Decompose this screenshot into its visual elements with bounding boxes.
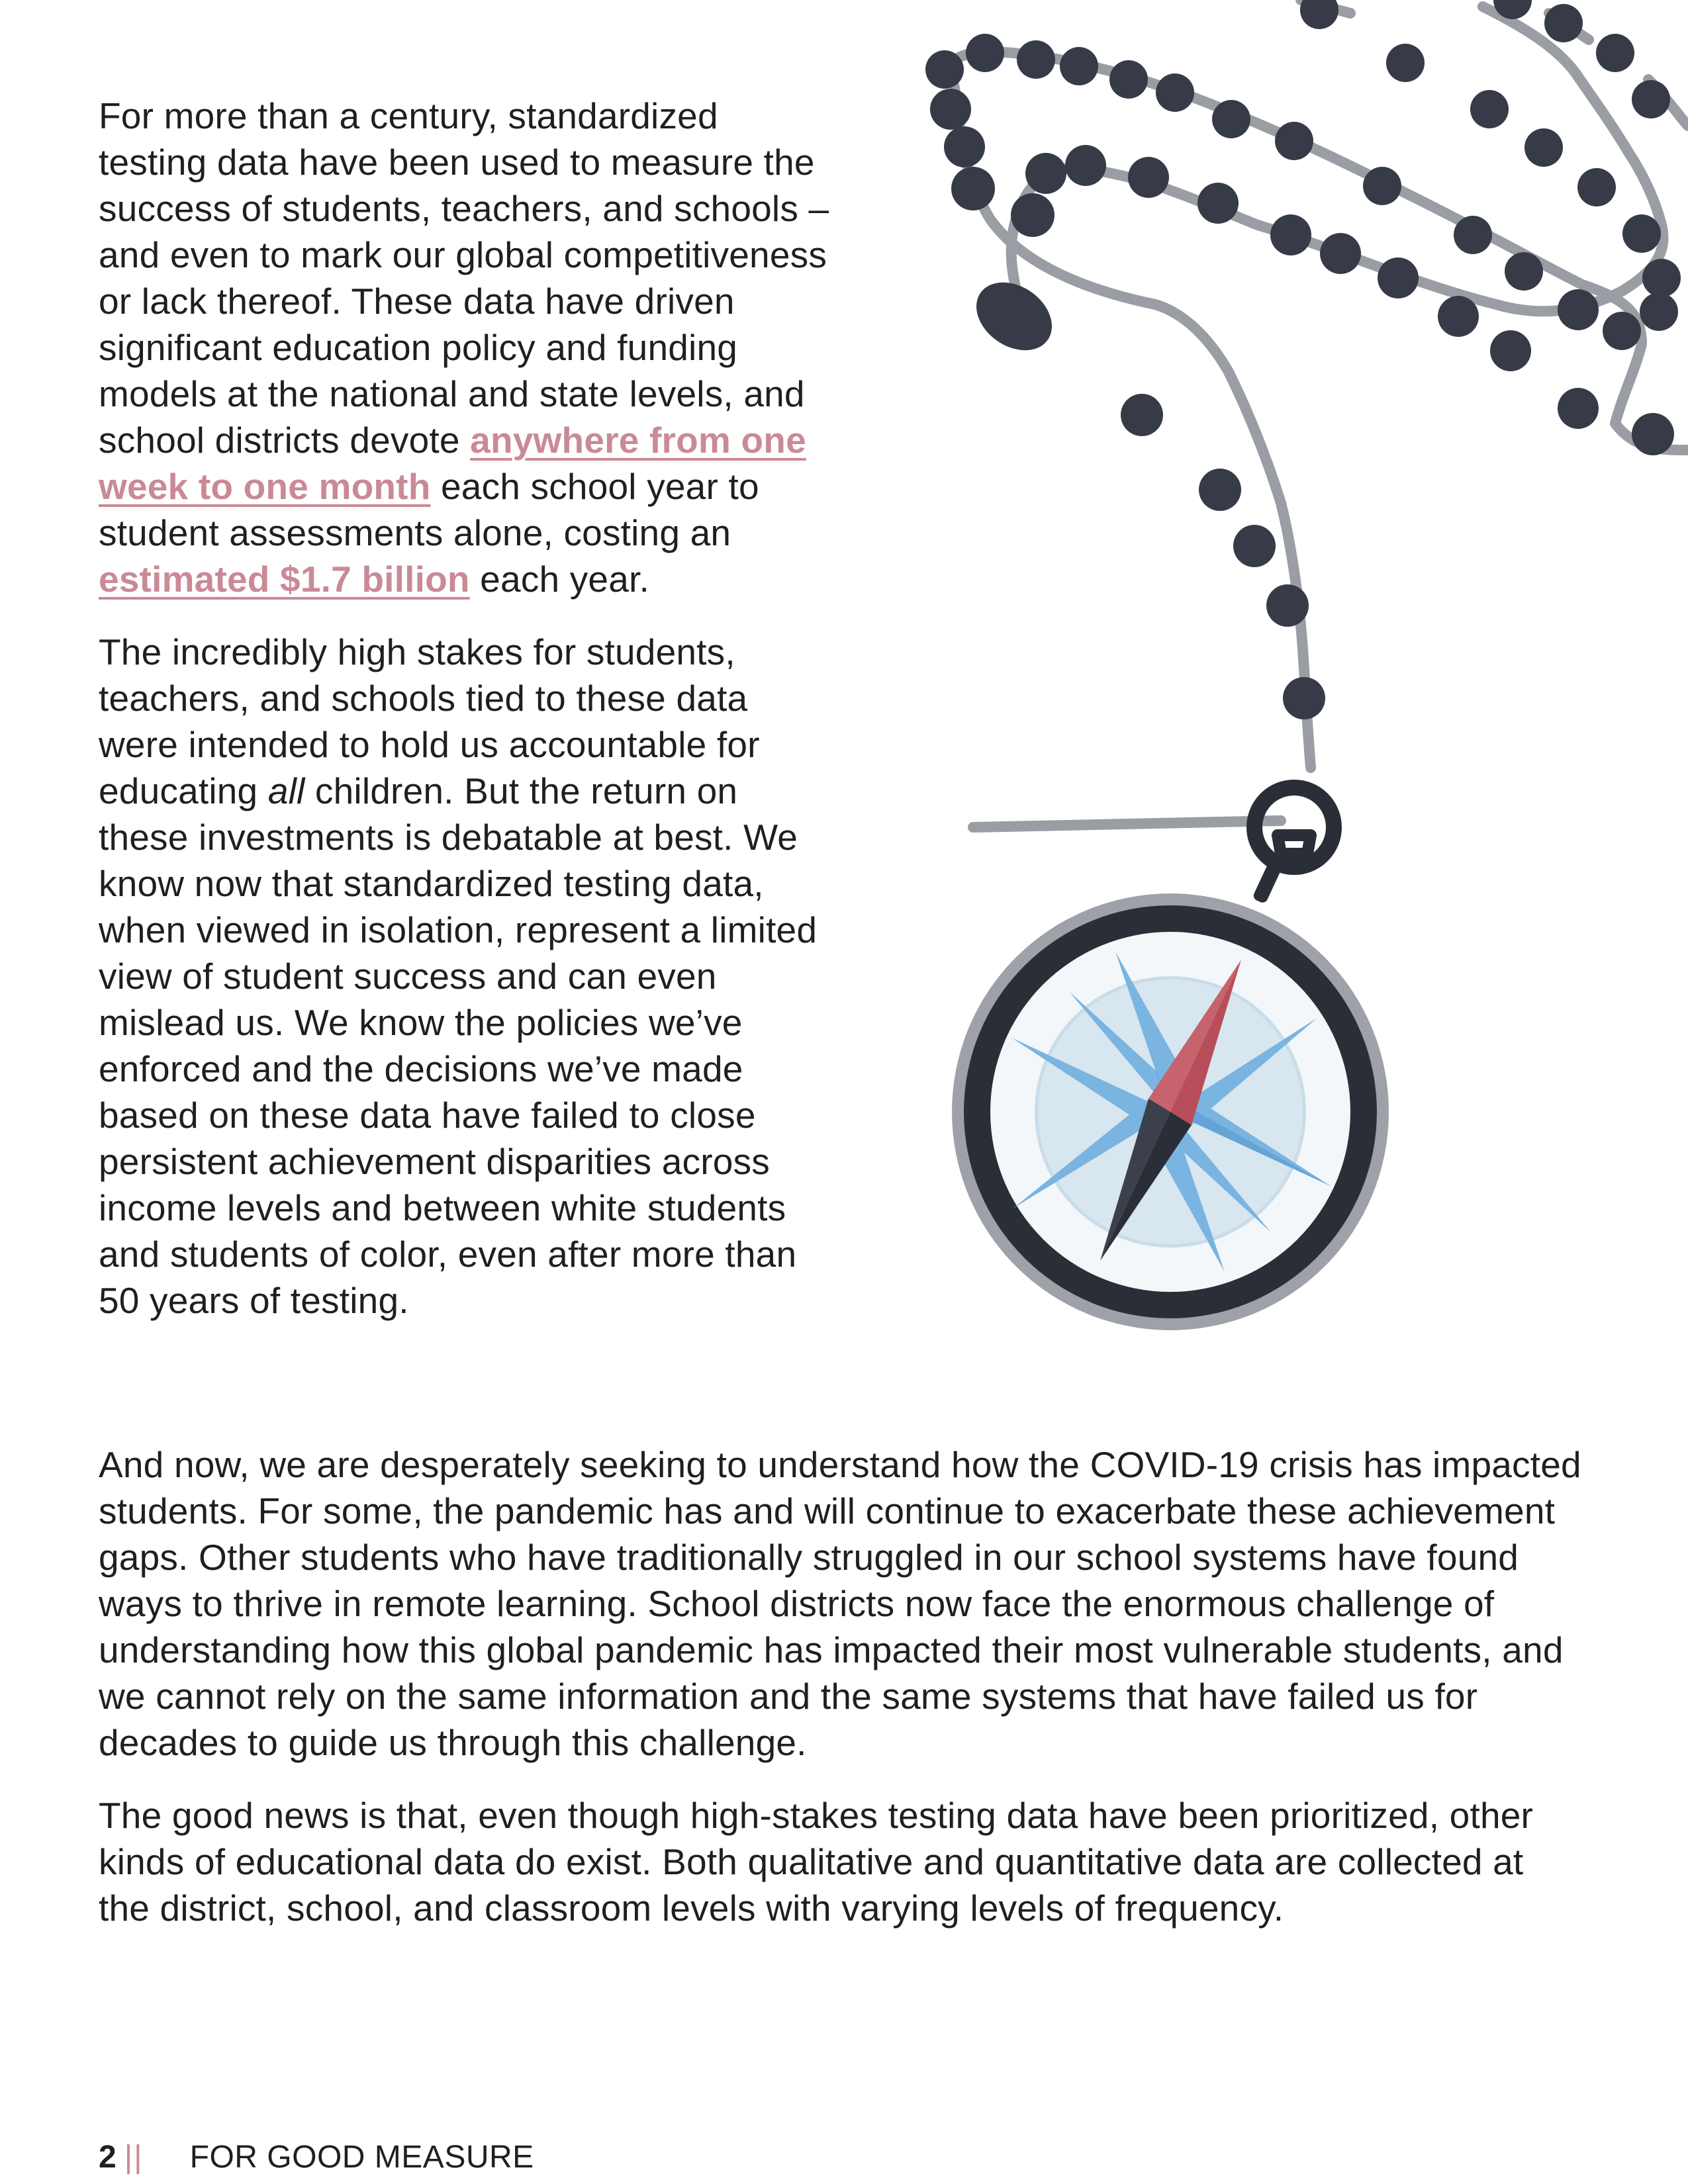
paragraph-stakes (99, 629, 833, 1324)
page-footer (99, 2139, 534, 2175)
publication-title: FOR GOOD MEASURE (189, 2140, 534, 2175)
link-assessment-time[interactable]: anywhere from one week to one month (99, 420, 806, 507)
paragraph-good-news: The good news is that, even though high-stakes testing data have been prioritized, other kinds of educational data do exist. Both qualitative and quantitative data are collected at the district, school, and classroom levels with varying levels of frequency. (99, 1795, 1534, 1929)
intro-column (99, 93, 833, 1324)
emphasis-all: all (267, 770, 305, 811)
compass-on-bead-chain-icon (887, 0, 1688, 1363)
footer-separator: || (124, 2140, 144, 2175)
paragraph-intro-text-3: each year. (469, 559, 649, 600)
paragraph-covid: And now, we are desperately seeking to understand how the COVID-19 crisis has impacted students. For some, the pandemic has and will continue to exacerbate these achievement gaps. Other students who have traditionally struggled in our school systems have found ways to thrive in remote learning. School districts now face the enormous challenge of understanding how this global pandemic has impacted their most vulnerable students, and we cannot rely on the same information and the same systems that have failed us for decades to guide us through this challenge. (99, 1444, 1581, 1763)
paragraph-intro-text-1: For more than a century, standardized testing data have been used to measure the success of students, teachers, and schools – and even to mark our global competitiveness or lack thereof. These data have driven significant education policy and funding models at the national and state levels, and school districts devote (99, 95, 829, 461)
paragraph-stakes-text-2: children. But the return on these investments is debatable at best. We know now that standardized testing data, when viewed in isolation, represent a limited view of student success and can even mislead us. We know the policies we’ve enforced and the decisions we’ve made based on these data have failed to close persistent achievement disparities across income levels and between white students and students of color, even after more than 50 years of testing. (99, 770, 818, 1321)
lower-body (99, 1441, 1581, 1931)
link-assessment-cost[interactable]: estimated $1.7 billion (99, 559, 470, 600)
paragraph-intro-text-2: each school year to student assessments alone, costing an (99, 466, 759, 553)
paragraph-stakes-text-1: The incredibly high stakes for students, teachers, and schools tied to these data were intended to hold us accountable for educating (99, 631, 760, 811)
page-number: 2 (99, 2140, 117, 2175)
paragraph-intro (99, 93, 833, 602)
